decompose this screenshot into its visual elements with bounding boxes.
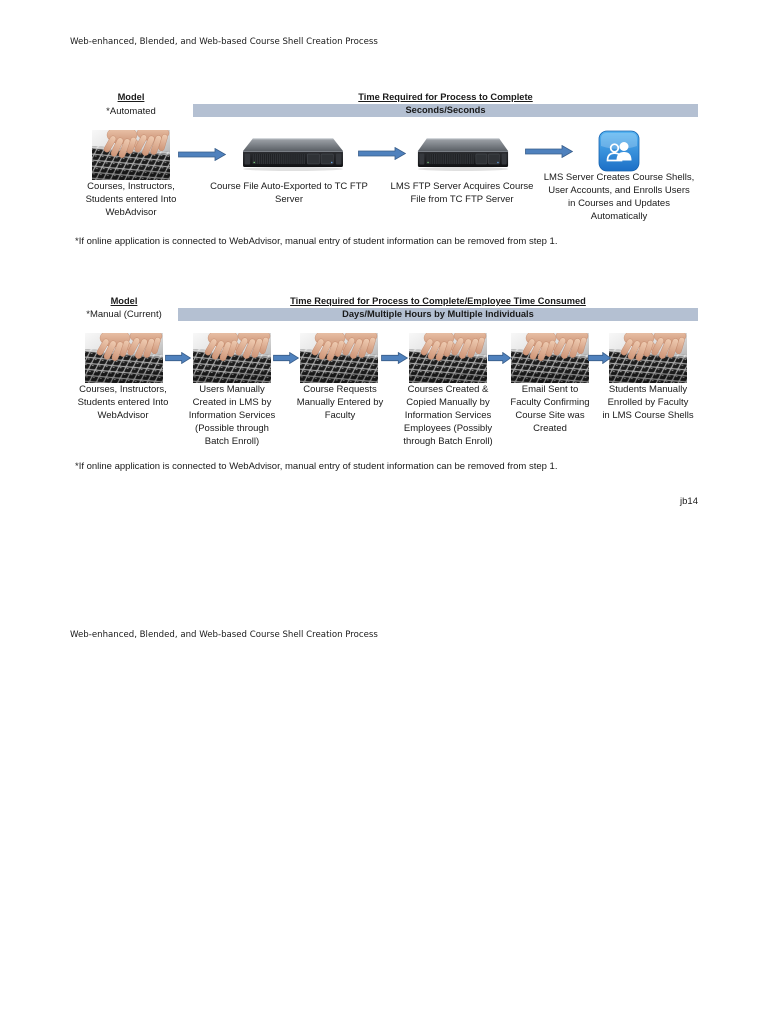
arrow-right-icon: [525, 145, 573, 158]
arrow-right-icon: [273, 352, 299, 364]
time-required-bar: Days/Multiple Hours by Multiple Individuals: [178, 308, 698, 321]
footnote: *If online application is connected to WebAdvisor, manual entry of student information can be removed from step 1.: [75, 236, 558, 247]
keyboard-icon: [193, 333, 271, 383]
model-heading: Model: [117, 92, 145, 102]
page-header: Web-enhanced, Blended, and Web-based Course Shell Creation Process: [70, 37, 378, 47]
server-icon: [417, 136, 509, 172]
arrow-right-icon: [178, 148, 226, 161]
time-required-heading: Time Required for Process to Complete: [358, 92, 533, 102]
step-label: Students Manually Enrolled by Faculty in LMS Course Shells: [602, 384, 694, 421]
step-label: LMS FTP Server Acquires Course File from TC FTP Server: [390, 181, 534, 205]
model-name: *Manual (Current): [86, 309, 162, 320]
users-icon: [598, 130, 640, 172]
step-label: Course File Auto-Exported to TC FTP Server: [210, 181, 368, 205]
keyboard-icon: [409, 333, 487, 383]
keyboard-icon: [85, 333, 163, 383]
keyboard-icon: [511, 333, 589, 383]
time-required-heading: Time Required for Process to Complete/Employee Time Consumed: [290, 296, 586, 306]
arrow-right-icon: [381, 352, 408, 364]
model-heading: Model: [110, 296, 138, 306]
time-required-bar: Seconds/Seconds: [193, 104, 698, 117]
keyboard-icon: [609, 333, 687, 383]
step-label: Users Manually Created in LMS by Information Services (Possible through Batch Enroll): [188, 384, 276, 447]
corner-text: jb14: [680, 496, 698, 507]
keyboard-icon: [300, 333, 378, 383]
arrow-right-icon: [358, 147, 406, 160]
keyboard-icon: [92, 130, 170, 180]
step-label: Course Requests Manually Entered by Faculty: [296, 384, 384, 421]
server-icon: [242, 136, 344, 172]
step-label: LMS Server Creates Course Shells, User Accounts, and Enrolls Users in Courses and Updates Automatically: [543, 172, 695, 222]
step-label: Courses, Instructors, Students entered Into WebAdvisor: [85, 181, 177, 218]
step-label: Courses Created & Copied Manually by Information Services Employees (Possibly through Batch Enroll): [403, 384, 493, 447]
step-label: Email Sent to Faculty Confirming Course Site was Created: [510, 384, 590, 434]
arrow-right-icon: [165, 352, 191, 364]
footnote: *If online application is connected to WebAdvisor, manual entry of student information can be removed from step 1.: [75, 461, 558, 472]
page-header: Web-enhanced, Blended, and Web-based Course Shell Creation Process: [70, 630, 378, 640]
arrow-right-icon: [588, 352, 611, 364]
step-label: Courses, Instructors, Students entered Into WebAdvisor: [77, 384, 169, 421]
arrow-right-icon: [488, 352, 511, 364]
model-name: *Automated: [106, 106, 156, 117]
